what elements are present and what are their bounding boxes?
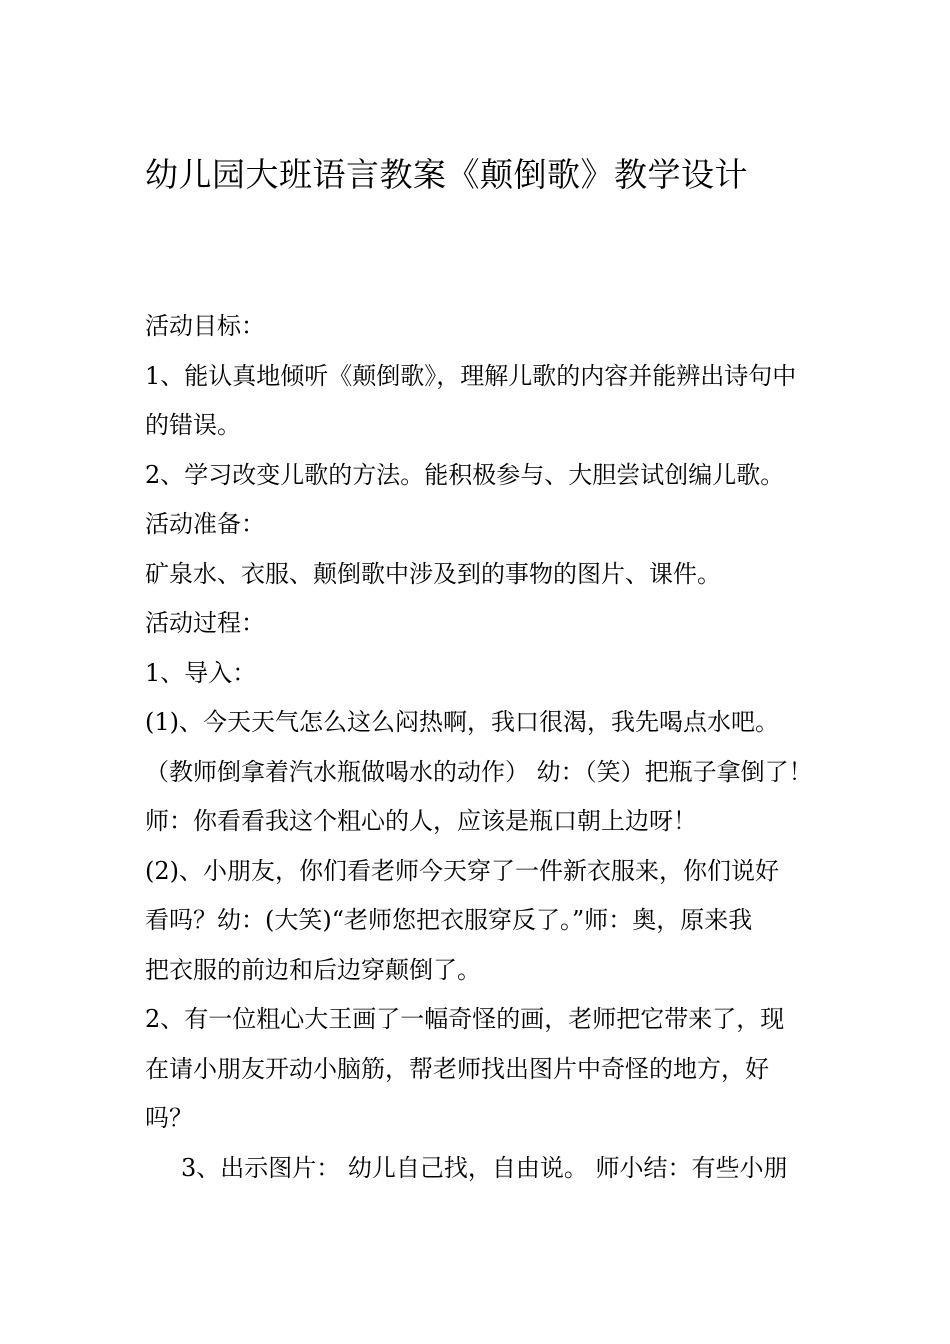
paragraph-line: 把衣服的前边和后边穿颠倒了。 [145,955,481,984]
paragraph-line: 1、导入： [145,658,257,687]
paragraph-line: 2、有一位粗心大王画了一幅奇怪的画，老师把它带来了，现 [145,1005,785,1033]
section-heading-preparation: 活动准备： [145,510,265,538]
paragraph-line: 1、能认真地倾听《颠倒歌》，理解儿歌的内容并能辨出诗句中 [145,361,797,390]
paragraph-line: (2)、小朋友，你们看老师今天穿了一件新衣服来，你们说好 [145,856,779,885]
section-heading-process: 活动过程： [145,609,265,637]
paragraph-line: 在请小朋友开动小脑筋，帮老师找出图片中奇怪的地方，好 [145,1054,769,1083]
paragraph-line: 3、出示图片： 幼儿自己找，自由说。 师小结：有些小朋 [181,1153,788,1182]
paragraph-line: 看吗？幼：(大笑)“老师您把衣服穿反了。”师：奥，原来我 [145,906,753,934]
paragraph-line: 2、学习改变儿歌的方法。能积极参与、大胆尝试创编儿歌。 [145,460,785,489]
paragraph-line: 矿泉水、衣服、颠倒歌中涉及到的事物的图片、课件。 [145,559,721,588]
document-body [145,302,815,1193]
paragraph-line: 的错误。 [145,411,241,439]
paragraph-line: (1)、今天天气怎么这么闷热啊，我口很渴，我先喝点水吧。 [145,708,779,736]
section-heading-goals: 活动目标： [145,312,265,340]
paragraph-line: （教师倒拿着汽水瓶做喝水的动作） 幼：（笑）把瓶子拿倒了！ [145,757,813,786]
paragraph-line: 吗？ [145,1104,193,1132]
document-title: 幼儿园大班语言教案《颠倒歌》教学设计 [145,155,748,194]
paragraph-line: 师：你看看我这个粗心的人，应该是瓶口朝上边呀！ [145,807,697,835]
